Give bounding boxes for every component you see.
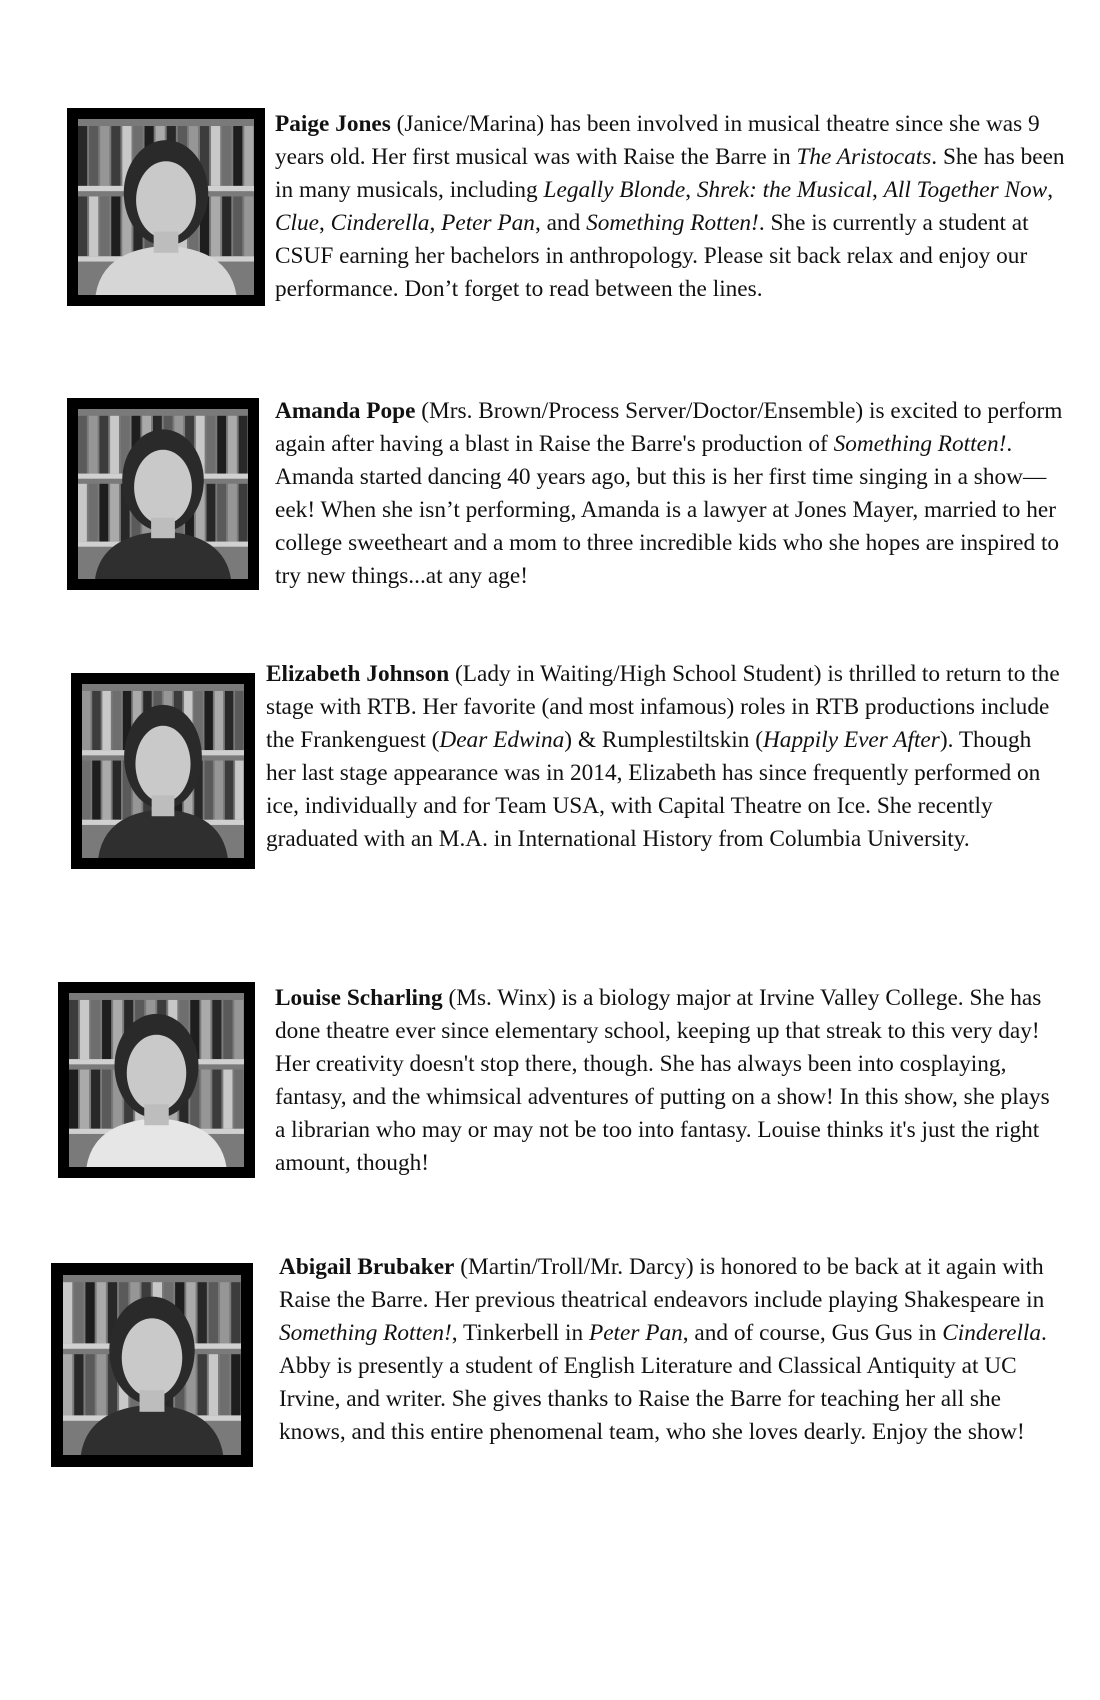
headshot-photo [78, 409, 248, 579]
show-title: Cinderella [942, 1320, 1042, 1346]
bio-text-run: , [319, 210, 331, 236]
bio-paragraph [275, 395, 1065, 593]
portrait-image [69, 993, 244, 1167]
cast-name: Paige Jones [275, 111, 391, 137]
bio-text-run: , Tinkerbell in [451, 1320, 589, 1346]
portrait-image [78, 409, 248, 579]
show-title: Happily Ever After [762, 727, 940, 753]
bio-paragraph [266, 658, 1066, 856]
bio-text-run: . Abby is presently a student of English Literature and Classical Antiquity at UC Irvine, and writer. She gives thanks to Raise the Barre for teaching her all she knows, and this entire phenomenal team, who she loves dearly. Enjoy the show! [279, 1320, 1047, 1445]
bio-paragraph [275, 982, 1065, 1180]
headshot-frame [51, 1263, 253, 1467]
show-title: Something Rotten! [279, 1320, 452, 1346]
bio-paragraph [279, 1251, 1069, 1449]
show-title: Something Rotten! [833, 431, 1007, 457]
show-title: Clue [275, 210, 320, 236]
bio-text-run: ) & Rumplestiltskin ( [564, 727, 763, 753]
bio-text-run: (Ms. Winx) is a biology major at Irvine Valley College. She has done theatre ever since elementary school, keeping up that streak to this very day! Her creativity doesn't stop there, though. She has always been into cosplaying, fantasy, and the whimsical adventures of putting on a show! In this show, she plays a librarian who may or may not be too into fantasy. Louise thinks it's just the right amount, though! [275, 985, 1050, 1176]
headshot-photo [78, 119, 254, 295]
bio-text-run: , [685, 177, 697, 203]
bio-text-run: , [1047, 177, 1054, 203]
headshot-photo [82, 684, 244, 858]
portrait-image [78, 119, 254, 295]
bio-paragraph [275, 108, 1065, 306]
headshot-frame [67, 398, 259, 590]
headshot-photo [63, 1275, 241, 1455]
bio-text-run: . She has been in many musicals, including [275, 144, 1065, 203]
cast-name: Louise Scharling [275, 985, 443, 1011]
show-title: Shrek: the Musical [696, 177, 872, 203]
bio-text-run: (Lady in Waiting/High School Student) is thrilled to return to the stage with RTB. Her favorite (and most infamous) roles in RTB productions include the Frankenguest ( [266, 661, 1060, 753]
show-title: Dear Edwina [439, 727, 565, 753]
bio-text-run: . Amanda started dancing 40 years ago, but this is her first time singing in a show—eek! When she isn’t performing, Amanda is a lawyer at Jones Mayer, married to her college sweetheart and a mom to three incredible kids who she hopes are inspired to try new things...at any age! [275, 431, 1060, 589]
bio-text-run: , [429, 210, 442, 236]
bio-text-run: , [872, 177, 884, 203]
show-title: Something Rotten! [586, 210, 759, 236]
cast-name: Elizabeth Johnson [266, 661, 450, 687]
show-title: Peter Pan [441, 210, 535, 236]
show-title: The Aristocats [796, 144, 932, 170]
bio-text-run: (Martin/Troll/Mr. Darcy) is honored to be back at it again with Raise the Barre. Her previous theatrical endeavors include playing Shakespeare in [279, 1254, 1045, 1313]
bio-text-run: (Mrs. Brown/Process Server/Doctor/Ensemble) is excited to perform again after having a blast in Raise the Barre's production of [275, 398, 1063, 457]
show-title: Legally Blonde [543, 177, 686, 203]
bio-text-run: , and [534, 210, 587, 236]
headshot-frame [67, 108, 265, 306]
portrait-image [63, 1275, 241, 1455]
portrait-image [82, 684, 244, 858]
bio-text-run: , and of course, Gus Gus in [682, 1320, 943, 1346]
bio-text-run: . She is currently a student at CSUF earning her bachelors in anthropology. Please sit back relax and enjoy our performance. Don’t forget to read between the lines. [275, 210, 1029, 302]
show-title: All Together Now [883, 177, 1048, 203]
headshot-photo [69, 993, 244, 1167]
headshot-frame [71, 673, 255, 869]
cast-name: Amanda Pope [275, 398, 416, 424]
cast-name: Abigail Brubaker [279, 1254, 455, 1280]
bio-text-run: (Janice/Marina) has been involved in musical theatre since she was 9 years old. Her first musical was with Raise the Barre in [275, 111, 1040, 170]
headshot-frame [58, 982, 255, 1178]
show-title: Cinderella [330, 210, 430, 236]
bio-text-run: ). Though her last stage appearance was in 2014, Elizabeth has since frequently performed on ice, individually and for Team USA, with Capital Theatre on Ice. She recently graduated with an M.A. in International History from Columbia University. [266, 727, 1041, 852]
show-title: Peter Pan [588, 1320, 683, 1346]
